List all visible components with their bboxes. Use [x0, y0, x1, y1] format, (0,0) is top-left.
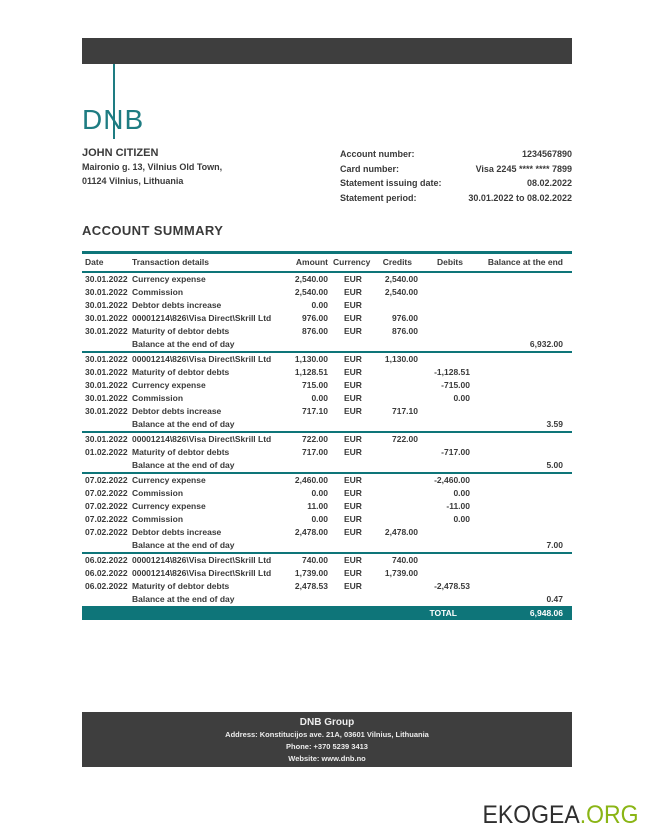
table-header — [82, 254, 572, 271]
tx-details: Commission — [132, 513, 184, 524]
info-label: Card number: — [340, 163, 400, 174]
balance-row — [82, 539, 572, 552]
tx-debits — [418, 459, 470, 472]
tx-details: Balance at the end of day — [132, 593, 235, 604]
tx-date: 07.02.2022 — [85, 474, 128, 485]
tx-currency: EUR — [344, 299, 362, 310]
tx-details: 00001214\826\Visa Direct\Skrill Ltd — [132, 433, 272, 444]
tx-debits — [418, 338, 470, 351]
table-row — [82, 567, 572, 580]
table-row — [82, 312, 572, 325]
tx-credits — [372, 459, 418, 472]
tx-debits — [418, 299, 470, 312]
tx-credits — [372, 500, 418, 513]
account-summary-title: ACCOUNT SUMMARY — [82, 223, 224, 238]
tx-credits: 1,130.00 — [384, 353, 418, 364]
tx-currency — [328, 459, 372, 472]
tx-details: Commission — [132, 286, 184, 297]
balance-row — [82, 593, 572, 606]
tx-date: 07.02.2022 — [85, 513, 128, 524]
tx-date — [82, 338, 132, 351]
tx-amount: 2,478.00 — [294, 526, 328, 537]
statement-content — [82, 0, 572, 840]
tx-date: 30.01.2022 — [85, 273, 128, 284]
table-row — [82, 500, 572, 513]
tx-credits: 2,540.00 — [384, 286, 418, 297]
tx-balance — [470, 325, 572, 338]
tx-amount: 2,478.53 — [294, 580, 328, 591]
tx-balance: 6,932.00 — [529, 338, 563, 349]
tx-details: Balance at the end of day — [132, 459, 235, 470]
tx-details: Commission — [132, 487, 184, 498]
tx-currency — [328, 593, 372, 606]
col-credits: Credits — [382, 256, 412, 267]
tx-credits — [372, 379, 418, 392]
tx-date: 30.01.2022 — [85, 405, 128, 416]
balance-row — [82, 418, 572, 431]
tx-balance — [470, 554, 572, 567]
tx-currency: EUR — [344, 392, 362, 403]
tx-balance — [470, 392, 572, 405]
tx-details: Currency expense — [132, 500, 206, 511]
tx-date — [82, 593, 132, 606]
tx-amount: 0.00 — [311, 513, 328, 524]
tx-currency: EUR — [344, 474, 362, 485]
tx-amount: 11.00 — [307, 500, 328, 511]
tx-balance — [470, 273, 572, 286]
tx-balance — [470, 446, 572, 459]
col-date: Date — [85, 256, 104, 267]
tx-details: Debtor debts increase — [132, 405, 222, 416]
tx-amount — [282, 338, 328, 351]
tx-details: Balance at the end of day — [132, 418, 235, 429]
tx-credits: 1,739.00 — [384, 567, 418, 578]
tx-currency: EUR — [344, 500, 362, 511]
tx-details: 00001214\826\Visa Direct\Skrill Ltd — [132, 312, 272, 323]
tx-debits — [418, 325, 470, 338]
tx-date — [82, 539, 132, 552]
tx-debits — [418, 418, 470, 431]
customer-block — [82, 146, 222, 188]
tx-amount: 717.10 — [302, 405, 328, 416]
watermark-name: EKOGEA — [482, 801, 580, 829]
tx-currency: EUR — [344, 312, 362, 323]
info-row-card-number — [340, 162, 572, 177]
table-row — [82, 273, 572, 286]
table-row — [82, 405, 572, 418]
summary-table — [82, 251, 572, 620]
tx-credits — [372, 299, 418, 312]
tx-balance — [470, 567, 572, 580]
tx-debits: -2,460.00 — [434, 474, 470, 485]
tx-debits: -1,128.51 — [434, 366, 470, 377]
tx-amount: 0.00 — [311, 299, 328, 310]
tx-credits: 2,540.00 — [384, 273, 418, 284]
info-label: Statement issuing date: — [340, 178, 442, 188]
tx-credits — [372, 513, 418, 526]
watermark-tld: .ORG — [579, 801, 638, 829]
tx-details: Debtor debts increase — [132, 526, 222, 537]
tx-debits: 0.00 — [453, 392, 470, 403]
tx-amount: 2,540.00 — [294, 286, 328, 297]
total-value: 6,948.06 — [529, 607, 563, 618]
tx-details: Currency expense — [132, 379, 206, 390]
table-body — [82, 273, 572, 606]
tx-balance — [470, 286, 572, 299]
footer-company: DNB Group — [299, 717, 355, 728]
table-row — [82, 392, 572, 405]
tx-debits — [418, 539, 470, 552]
tx-date: 30.01.2022 — [85, 353, 128, 364]
tx-currency: EUR — [344, 379, 362, 390]
tx-credits: 717.10 — [392, 405, 418, 416]
tx-balance — [470, 474, 572, 487]
tx-amount: 0.00 — [311, 487, 328, 498]
tx-balance — [470, 487, 572, 500]
col-balance-at-the-end: Balance at the end — [487, 256, 563, 267]
tx-details: Commission — [132, 392, 184, 403]
info-value: Visa 2245 **** **** 7899 — [475, 163, 572, 174]
info-label: Statement period: — [340, 192, 417, 203]
table-row — [82, 474, 572, 487]
tx-date: 07.02.2022 — [85, 487, 128, 498]
tx-date: 30.01.2022 — [85, 366, 128, 377]
table-row — [82, 299, 572, 312]
account-info — [340, 147, 572, 205]
tx-amount: 1,739.00 — [294, 567, 328, 578]
footer-address: Address: Konstitucijos ave. 21A, 03601 Vilnius, Lithuania — [225, 730, 429, 739]
tx-amount: 976.00 — [302, 312, 328, 323]
tx-debits: 0.00 — [453, 487, 470, 498]
tx-date: 07.02.2022 — [85, 500, 128, 511]
table-row — [82, 366, 572, 379]
tx-debits: -715.00 — [441, 379, 470, 390]
tx-credits — [372, 418, 418, 431]
tx-credits — [372, 593, 418, 606]
tx-currency: EUR — [344, 273, 362, 284]
logo-text: DNB — [82, 104, 145, 135]
tx-date: 30.01.2022 — [85, 299, 128, 310]
tx-currency: EUR — [344, 405, 362, 416]
tx-credits — [372, 474, 418, 487]
tx-balance: 5.00 — [546, 459, 563, 470]
tx-currency: EUR — [344, 325, 362, 336]
tx-details: Balance at the end of day — [132, 539, 235, 550]
tx-currency — [328, 539, 372, 552]
tx-credits: 722.00 — [392, 433, 418, 444]
col-currency: Currency — [333, 256, 371, 267]
tx-date: 30.01.2022 — [85, 379, 128, 390]
tx-amount: 1,128.51 — [294, 366, 328, 377]
footer-bar — [82, 712, 572, 767]
tx-balance — [470, 405, 572, 418]
footer-website: Website: www.dnb.no — [288, 754, 366, 763]
tx-details: 00001214\826\Visa Direct\Skrill Ltd — [132, 567, 272, 578]
tx-credits: 740.00 — [392, 554, 418, 565]
tx-date — [82, 418, 132, 431]
tx-debits: -2,478.53 — [434, 580, 470, 591]
tx-details: Maturity of debtor debts — [132, 446, 230, 457]
tx-amount: 2,540.00 — [294, 273, 328, 284]
top-bar — [82, 38, 572, 64]
tx-currency: EUR — [344, 353, 362, 364]
tx-amount: 722.00 — [302, 433, 328, 444]
tx-date: 30.01.2022 — [85, 392, 128, 403]
tx-currency: EUR — [344, 526, 362, 537]
tx-date: 01.02.2022 — [85, 446, 128, 457]
balance-row — [82, 459, 572, 472]
tx-currency — [328, 338, 372, 351]
watermark — [482, 801, 638, 830]
table-row — [82, 353, 572, 366]
table-row — [82, 379, 572, 392]
table-row — [82, 554, 572, 567]
info-label: Account number: — [340, 149, 415, 159]
tx-debits — [418, 433, 470, 446]
tx-date — [82, 459, 132, 472]
tx-amount: 717.00 — [302, 446, 328, 457]
tx-date: 30.01.2022 — [85, 286, 128, 297]
tx-currency: EUR — [344, 286, 362, 297]
info-row-issuing-date — [340, 176, 572, 191]
tx-debits: 0.00 — [453, 513, 470, 524]
tx-amount: 2,460.00 — [294, 474, 328, 485]
tx-debits — [418, 526, 470, 539]
tx-currency: EUR — [344, 567, 362, 578]
table-row — [82, 526, 572, 539]
customer-address-line1: Maironio g. 13, Vilnius Old Town, — [82, 162, 223, 172]
tx-details: 00001214\826\Visa Direct\Skrill Ltd — [132, 353, 272, 364]
tx-amount — [282, 418, 328, 431]
tx-balance — [470, 526, 572, 539]
tx-amount: 740.00 — [302, 554, 328, 565]
tx-details: 00001214\826\Visa Direct\Skrill Ltd — [132, 554, 272, 565]
tx-currency: EUR — [344, 433, 362, 444]
tx-date: 06.02.2022 — [85, 580, 128, 591]
tx-details: Maturity of debtor debts — [132, 580, 230, 591]
info-value: 1234567890 — [521, 149, 572, 159]
tx-currency: EUR — [344, 446, 362, 457]
tx-amount — [282, 539, 328, 552]
tx-credits — [372, 392, 418, 405]
tx-credits: 976.00 — [392, 312, 418, 323]
tx-debits: -11.00 — [446, 500, 470, 511]
tx-details: Currency expense — [132, 273, 206, 284]
dnb-logo — [82, 64, 572, 146]
tx-balance — [470, 513, 572, 526]
tx-details: Maturity of debtor debts — [132, 366, 230, 377]
tx-credits — [372, 446, 418, 459]
tx-amount: 0.00 — [311, 392, 328, 403]
tx-debits — [418, 273, 470, 286]
table-row — [82, 446, 572, 459]
tx-amount: 1,130.00 — [294, 353, 328, 364]
tx-debits — [418, 567, 470, 580]
tx-currency — [328, 418, 372, 431]
tx-details: Debtor debts increase — [132, 299, 222, 310]
tx-balance — [470, 299, 572, 312]
info-row-account-number — [340, 147, 572, 162]
tx-balance — [470, 379, 572, 392]
info-value: 30.01.2022 to 08.02.2022 — [468, 192, 572, 203]
tx-credits — [372, 539, 418, 552]
tx-currency: EUR — [344, 580, 362, 591]
tx-balance — [470, 580, 572, 593]
tx-debits — [418, 312, 470, 325]
tx-balance — [470, 353, 572, 366]
tx-details: Currency expense — [132, 474, 206, 485]
tx-currency: EUR — [344, 513, 362, 524]
tx-amount — [282, 459, 328, 472]
total-label: TOTAL — [429, 607, 457, 618]
tx-amount: 715.00 — [302, 379, 328, 390]
tx-credits — [372, 580, 418, 593]
tx-debits — [418, 353, 470, 366]
tx-date: 06.02.2022 — [85, 554, 128, 565]
tx-credits — [372, 366, 418, 379]
tx-date: 30.01.2022 — [85, 325, 128, 336]
table-row — [82, 580, 572, 593]
tx-balance: 0.47 — [546, 593, 563, 604]
tx-balance — [470, 500, 572, 513]
tx-date: 30.01.2022 — [85, 433, 128, 444]
tx-date: 06.02.2022 — [85, 567, 128, 578]
tx-currency: EUR — [344, 366, 362, 377]
footer-phone: Phone: +370 5239 3413 — [286, 742, 368, 751]
tx-balance — [470, 312, 572, 325]
table-row — [82, 513, 572, 526]
party-row — [82, 146, 572, 205]
col-debits: Debits — [437, 256, 463, 267]
tx-balance — [470, 433, 572, 446]
tx-amount — [282, 593, 328, 606]
tx-credits: 876.00 — [392, 325, 418, 336]
tx-details: Maturity of debtor debts — [132, 325, 230, 336]
tx-debits — [418, 286, 470, 299]
col-amount: Amount — [295, 256, 328, 267]
tx-date: 07.02.2022 — [85, 526, 128, 537]
tx-credits — [372, 487, 418, 500]
customer-name: JOHN CITIZEN — [82, 147, 159, 159]
table-row — [82, 325, 572, 338]
tx-currency: EUR — [344, 487, 362, 498]
tx-debits — [418, 593, 470, 606]
table-row — [82, 286, 572, 299]
table-row — [82, 433, 572, 446]
tx-date: 30.01.2022 — [85, 312, 128, 323]
col-transaction-details: Transaction details — [132, 256, 209, 267]
tx-balance — [470, 366, 572, 379]
tx-debits — [418, 554, 470, 567]
total-row — [82, 606, 572, 620]
info-row-statement-period — [340, 191, 572, 206]
info-value: 08.02.2022 — [526, 178, 572, 188]
tx-balance: 3.59 — [546, 418, 563, 429]
table-row — [82, 487, 572, 500]
tx-debits — [418, 405, 470, 418]
tx-amount: 876.00 — [302, 325, 328, 336]
tx-debits: -717.00 — [441, 446, 470, 457]
tx-balance: 7.00 — [546, 539, 563, 550]
tx-details: Balance at the end of day — [132, 338, 235, 349]
tx-credits — [372, 338, 418, 351]
tx-currency: EUR — [344, 554, 362, 565]
customer-address-line2: 01124 Vilnius, Lithuania — [82, 175, 184, 186]
balance-row — [82, 338, 572, 351]
tx-credits: 2,478.00 — [384, 526, 418, 537]
